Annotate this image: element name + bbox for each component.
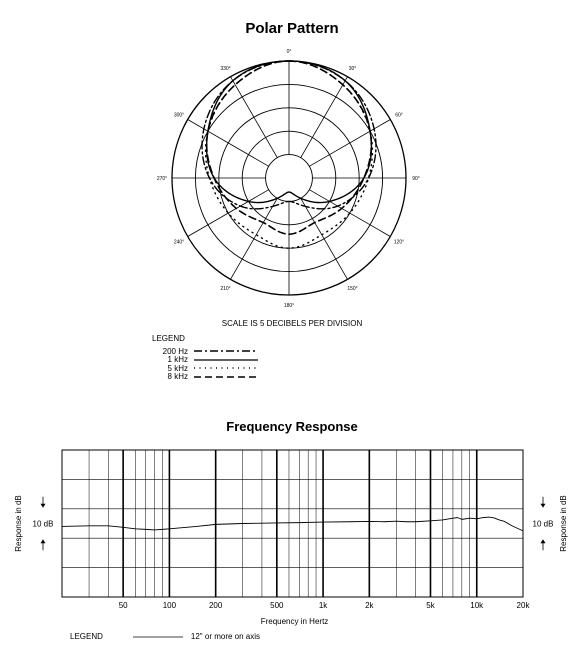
polar-angle-label: 60°: [395, 112, 403, 119]
freq-frame: [62, 450, 523, 597]
polar-legend-item: [152, 364, 258, 373]
polar-angle-label: 240°: [173, 239, 185, 246]
polar-angle-label: 300°: [173, 112, 185, 119]
polar-spoke: [231, 198, 278, 279]
polar-ring: [266, 155, 313, 202]
freq-tick-label: 100: [162, 601, 177, 610]
polar-legend-label: 5 kHz: [167, 363, 188, 373]
freq-tick-label: 50: [118, 601, 128, 610]
polar-spoke: [301, 198, 348, 279]
freq-tick-label: 1k: [318, 601, 328, 610]
polar-spoke: [309, 190, 390, 237]
polar-angle-label: 270°: [156, 176, 168, 182]
frequency-legend-entry: 12" or more on axis: [190, 632, 260, 641]
frequency-legend: [70, 632, 260, 641]
polar-angle-label: 120°: [393, 239, 405, 246]
polar-spoke: [188, 190, 269, 237]
frequency-response-title: Frequency Response: [226, 419, 358, 434]
polar-spoke: [309, 120, 390, 167]
polar-scale-note: SCALE IS 5 DECIBELS PER DIVISION: [221, 319, 363, 328]
db-scale-label-left: 10 dB: [32, 519, 54, 529]
frequency-legend-title: LEGEND: [70, 632, 103, 641]
polar-legend-item: [152, 356, 258, 365]
frequency-legend-swatch: [133, 635, 183, 639]
freq-tick-label: 200: [208, 601, 223, 610]
polar-angle-label: 210°: [220, 285, 231, 292]
frequency-response-chart: [0, 440, 584, 640]
polar-spoke: [301, 77, 348, 158]
polar-angle-label: 30°: [348, 66, 357, 73]
polar-legend-swatch: [194, 357, 258, 363]
polar-legend-label: 1 kHz: [167, 355, 188, 365]
db-scale-arrowhead-up-right: [541, 539, 546, 543]
polar-legend-item: [152, 347, 258, 356]
freq-tick-label: 10k: [470, 601, 484, 610]
freq-response-line: [62, 517, 523, 531]
polar-legend-label: 8 kHz: [167, 372, 188, 382]
polar-angle-label: 90°: [412, 176, 420, 182]
polar-legend-title: LEGEND: [152, 334, 185, 343]
db-scale-label-right: 10 dB: [532, 519, 554, 529]
db-scale-arrowhead-up-left: [41, 539, 46, 543]
polar-legend-label: 200 Hz: [162, 346, 188, 356]
polar-legend-item: [152, 373, 258, 382]
polar-angle-label: 330°: [220, 66, 231, 73]
freq-tick-label: 2k: [365, 601, 374, 610]
polar-legend-rows: [152, 347, 258, 381]
freq-y-axis-label-right: Response in dB: [559, 495, 568, 552]
db-scale-arrowhead-down-right: [541, 504, 546, 508]
polar-angle-label: 180°: [283, 303, 295, 309]
polar-spoke: [231, 77, 278, 158]
polar-legend-swatch: [194, 374, 258, 380]
freq-tick-label: 500: [270, 601, 284, 610]
polar-legend: [152, 334, 258, 381]
polar-chart: [0, 38, 584, 328]
freq-y-axis-label-left: Response in dB: [14, 495, 23, 552]
polar-angle-label: 150°: [347, 285, 358, 292]
polar-pattern-title: Polar Pattern: [245, 20, 339, 37]
polar-legend-swatch: [194, 348, 258, 354]
freq-tick-label: 5k: [426, 601, 435, 610]
freq-tick-label: 20k: [516, 601, 530, 610]
polar-angle-label: 0°: [286, 49, 292, 55]
db-scale-arrowhead-down-left: [41, 504, 46, 508]
polar-spoke: [188, 120, 269, 167]
polar-legend-swatch: [194, 365, 258, 371]
freq-x-axis-label: Frequency in Hertz: [260, 617, 329, 626]
